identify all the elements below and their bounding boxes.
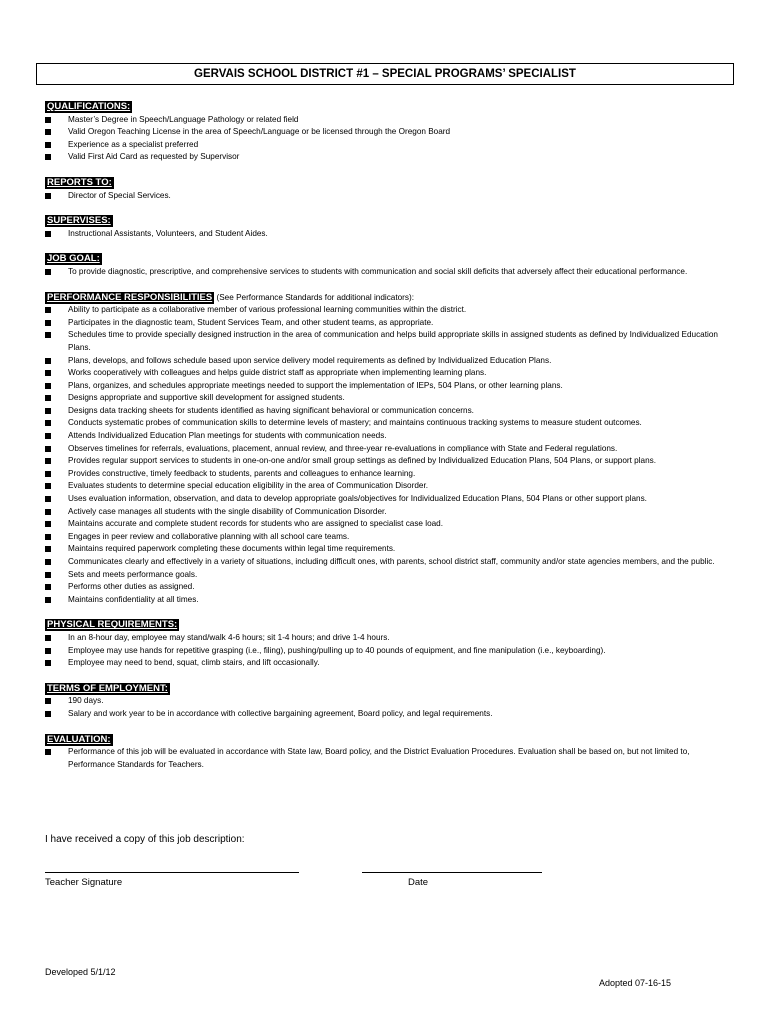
date-label: Date — [408, 877, 429, 888]
bullet-item: Valid First Aid Card as requested by Supervisor — [45, 151, 735, 164]
section — [45, 101, 735, 164]
bullet-item: Observes timelines for referrals, evaluations, placement, annual review, and three-year re-evaluations in compliance with State and Federal regulations. — [45, 443, 735, 456]
bullet-item: In an 8-hour day, employee may stand/walk 4-6 hours; sit 1-4 hours; and drive 1-4 hours. — [45, 632, 735, 645]
section-heading-row — [45, 683, 735, 696]
bullet-item: Experience as a specialist preferred — [45, 139, 735, 152]
section — [45, 177, 735, 202]
bullet-item: Director of Special Services. — [45, 190, 735, 203]
section-heading-note: (See Performance Standards for additional indicators): — [214, 292, 415, 302]
bullet-item: Plans, organizes, and schedules appropriate meetings needed to support the implementation of IEPs, 504 Plans, or other learning plans. — [45, 380, 735, 393]
bullet-item: Designs data tracking sheets for students identified as having significant behavioral or communication concerns. — [45, 405, 735, 418]
section-heading: JOB GOAL: — [47, 253, 100, 265]
bullet-item: Provides constructive, timely feedback to students, parents and colleagues to enhance learning. — [45, 468, 735, 481]
section — [45, 619, 735, 669]
section — [45, 683, 735, 721]
bullet-item: Conducts systematic probes of communication skills to determine levels of mastery; and maintains continuous tracking systems to measure student outcomes. — [45, 417, 735, 430]
bullet-item: Maintains required paperwork completing these documents within legal time requirements. — [45, 543, 735, 556]
teacher-signature-line — [45, 872, 299, 873]
bullet-item: Employee may need to bend, squat, climb stairs, and lift occasionally. — [45, 657, 735, 670]
section-heading: EVALUATION: — [47, 733, 111, 745]
section-heading: REPORTS TO: — [47, 176, 112, 188]
bullet-item: Employee may use hands for repetitive grasping (i.e., filing), pushing/pulling up to 40 pounds of equipment, and fine manipulation (i.e., keyboarding). — [45, 645, 735, 658]
bullet-item: Instructional Assistants, Volunteers, and Student Aides. — [45, 228, 735, 241]
section-heading: PERFORMANCE RESPONSIBILITIES — [47, 291, 213, 303]
bullet-item: Attends Individualized Education Plan meetings for students with communication needs. — [45, 430, 735, 443]
bullet-item: Actively case manages all students with the single disability of Communication Disorder. — [45, 506, 735, 519]
section-heading-row — [45, 734, 735, 747]
bullet-item: Communicates clearly and effectively in a variety of situations, including difficult ones, with parents, school district staff, community and/or state agencies members, and the public. — [45, 556, 735, 569]
bullet-item: Plans, develops, and follows schedule based upon service delivery model requirements as defined by Individualized Education Plans. — [45, 355, 735, 368]
bullet-item: Valid Oregon Teaching License in the area of Speech/Language or be licensed through the Oregon Board — [45, 126, 735, 139]
section — [45, 215, 735, 240]
section-heading: SUPERVISES: — [47, 215, 111, 227]
bullet-item: 190 days. — [45, 695, 735, 708]
bullet-item: Maintains confidentiality at all times. — [45, 594, 735, 607]
section-heading-row — [45, 177, 735, 190]
bullet-item: Evaluates students to determine special education eligibility in the area of Communication Disorder. — [45, 480, 735, 493]
section-heading-row — [45, 292, 735, 305]
developed-date: Developed 5/1/12 — [45, 967, 116, 977]
section-heading-row — [45, 101, 735, 114]
bullet-item: Salary and work year to be in accordance with collective bargaining agreement, Board policy, and legal requirements. — [45, 708, 735, 721]
document-body — [45, 101, 735, 784]
bullet-item: Participates in the diagnostic team, Student Services Team, and other student teams, as appropriate. — [45, 317, 735, 330]
section-heading-row — [45, 619, 735, 632]
section-heading: QUALIFICATIONS: — [47, 101, 131, 112]
section — [45, 253, 735, 278]
bullet-item: Performs other duties as assigned. — [45, 581, 735, 594]
section-heading-row — [45, 215, 735, 228]
section-heading: TERMS OF EMPLOYMENT: — [47, 682, 168, 694]
bullet-item: Maintains accurate and complete student records for students who are assigned to specialist case load. — [45, 518, 735, 531]
date-signature-line — [362, 872, 542, 873]
section — [45, 734, 735, 772]
bullet-item: Ability to participate as a collaborative member of various professional learning communities within the district. — [45, 304, 735, 317]
bullet-list — [45, 190, 735, 203]
bullet-item: Designs appropriate and supportive skill development for assigned students. — [45, 392, 735, 405]
document-title: GERVAIS SCHOOL DISTRICT #1 – SPECIAL PROGRAMS’ SPECIALIST — [36, 63, 734, 85]
bullet-item: Master’s Degree in Speech/Language Pathology or related field — [45, 114, 735, 127]
bullet-item: Provides regular support services to students in one-on-one and/or small group settings as defined by Individualized Education Plans, 504 Plans, or support plans. — [45, 455, 735, 468]
bullet-list — [45, 632, 735, 670]
section-heading-row — [45, 253, 735, 266]
bullet-item: Schedules time to provide specially designed instruction in the area of communication and helps build appropriate skills in assigned students as defined by Individualized Education Plans. — [45, 329, 735, 354]
bullet-list — [45, 228, 735, 241]
acknowledgement-text: I have received a copy of this job description: — [45, 834, 245, 845]
bullet-item: Performance of this job will be evaluated in accordance with State law, Board policy, and the District Evaluation Procedures. Evaluation shall be based on, but not limited to, Performance Standards for Teachers. — [45, 746, 735, 771]
bullet-list — [45, 304, 735, 606]
bullet-item: Uses evaluation information, observation, and data to develop appropriate goals/objectives for Individualized Education Plans, 504 Plans or other support plans. — [45, 493, 735, 506]
section-heading: PHYSICAL REQUIREMENTS: — [47, 619, 178, 631]
teacher-signature-label: Teacher Signature — [45, 877, 123, 888]
bullet-list — [45, 266, 735, 279]
adopted-date: Adopted 07-16-15 — [599, 978, 672, 988]
bullet-item: To provide diagnostic, prescriptive, and comprehensive services to students with communication and social skill deficits that adversely affect their educational performance. — [45, 266, 735, 279]
section — [45, 292, 735, 607]
bullet-list — [45, 114, 735, 164]
bullet-list — [45, 695, 735, 720]
bullet-list — [45, 746, 735, 771]
bullet-item: Sets and meets performance goals. — [45, 569, 735, 582]
bullet-item: Engages in peer review and collaborative planning with all school care teams. — [45, 531, 735, 544]
bullet-item: Works cooperatively with colleagues and helps guide district staff as appropriate when implementing learning plans. — [45, 367, 735, 380]
